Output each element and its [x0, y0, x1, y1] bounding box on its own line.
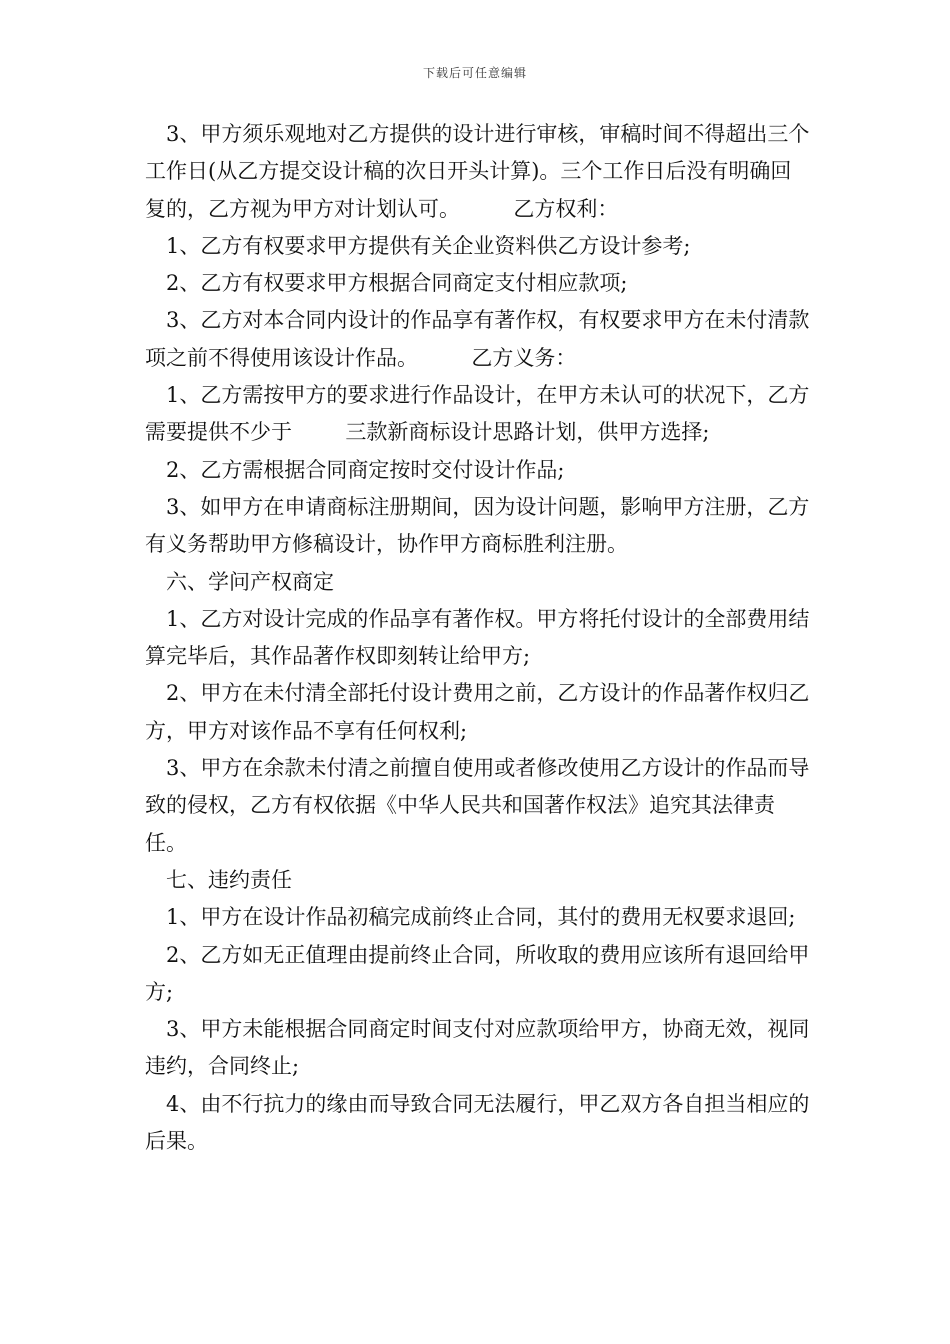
section-heading-ip: 六、学问产权商定 [166, 569, 334, 594]
paragraph-breach-4: 4、由不行抗力的缘由而导致合同无法履行，甲乙双方各自担当相应的后果。 [145, 1091, 810, 1154]
document-body [145, 116, 810, 1160]
paragraph-party-b-duty-2: 2、乙方需根据合同商定按时交付设计作品; [166, 457, 565, 482]
paragraph-party-b-duty-1: 1、乙方需按甲方的要求进行作品设计，在甲方未认可的状况下，乙方需要提供不少于 三款新商标设计思路计划，供甲方选择; [145, 383, 810, 445]
paragraph-breach-2: 2、乙方如无正值理由提前终止合同，所收取的费用应该所有退回给甲方; [145, 942, 810, 1004]
paragraph-ip-1: 1、乙方对设计完成的作品享有著作权。甲方将托付设计的全部费用结算完毕后，其作品著作权即刻转让给甲方; [145, 606, 810, 669]
paragraph-review-obligation: 3、甲方须乐观地对乙方提供的设计进行审核，审稿时间不得超出三个工作日(从乙方提交设计稿的次日开头计算)。三个工作日后没有明确回复的，乙方视为甲方对计划认可。 乙方权利： [145, 122, 810, 221]
paragraph-party-b-right-2: 2、乙方有权要求甲方根据合同商定支付相应款项; [166, 271, 628, 296]
paragraph-breach-1: 1、甲方在设计作品初稿完成前终止合同，其付的费用无权要求退回; [166, 905, 796, 930]
paragraph-party-b-right-1: 1、乙方有权要求甲方提供有关企业资料供乙方设计参考; [166, 233, 691, 258]
paragraph-breach-3: 3、甲方未能根据合同商定时间支付对应款项给甲方，协商无效，视同违约，合同终止; [145, 1017, 810, 1079]
paragraph-party-b-right-3: 3、乙方对本合同内设计的作品享有著作权，有权要求甲方在未付清款项之前不得使用该设计作品。 乙方义务： [145, 308, 810, 370]
paragraph-party-b-duty-3: 3、如甲方在申请商标注册期间，因为设计问题，影响甲方注册，乙方有义务帮助甲方修稿设计，协作甲方商标胜利注册。 [145, 494, 810, 557]
section-heading-breach: 七、违约责任 [166, 867, 292, 892]
paragraph-ip-2: 2、甲方在未付清全部托付设计费用之前，乙方设计的作品著作权归乙方，甲方对该作品不享有任何权利; [145, 681, 810, 743]
page-header-note: 下载后可任意编辑 [422, 66, 527, 80]
paragraph-ip-3: 3、甲方在余款未付清之前擅自使用或者修改使用乙方设计的作品而导致的侵权，乙方有权依据《中华人民共和国著作权法》追究其法律责任。 [145, 756, 810, 855]
